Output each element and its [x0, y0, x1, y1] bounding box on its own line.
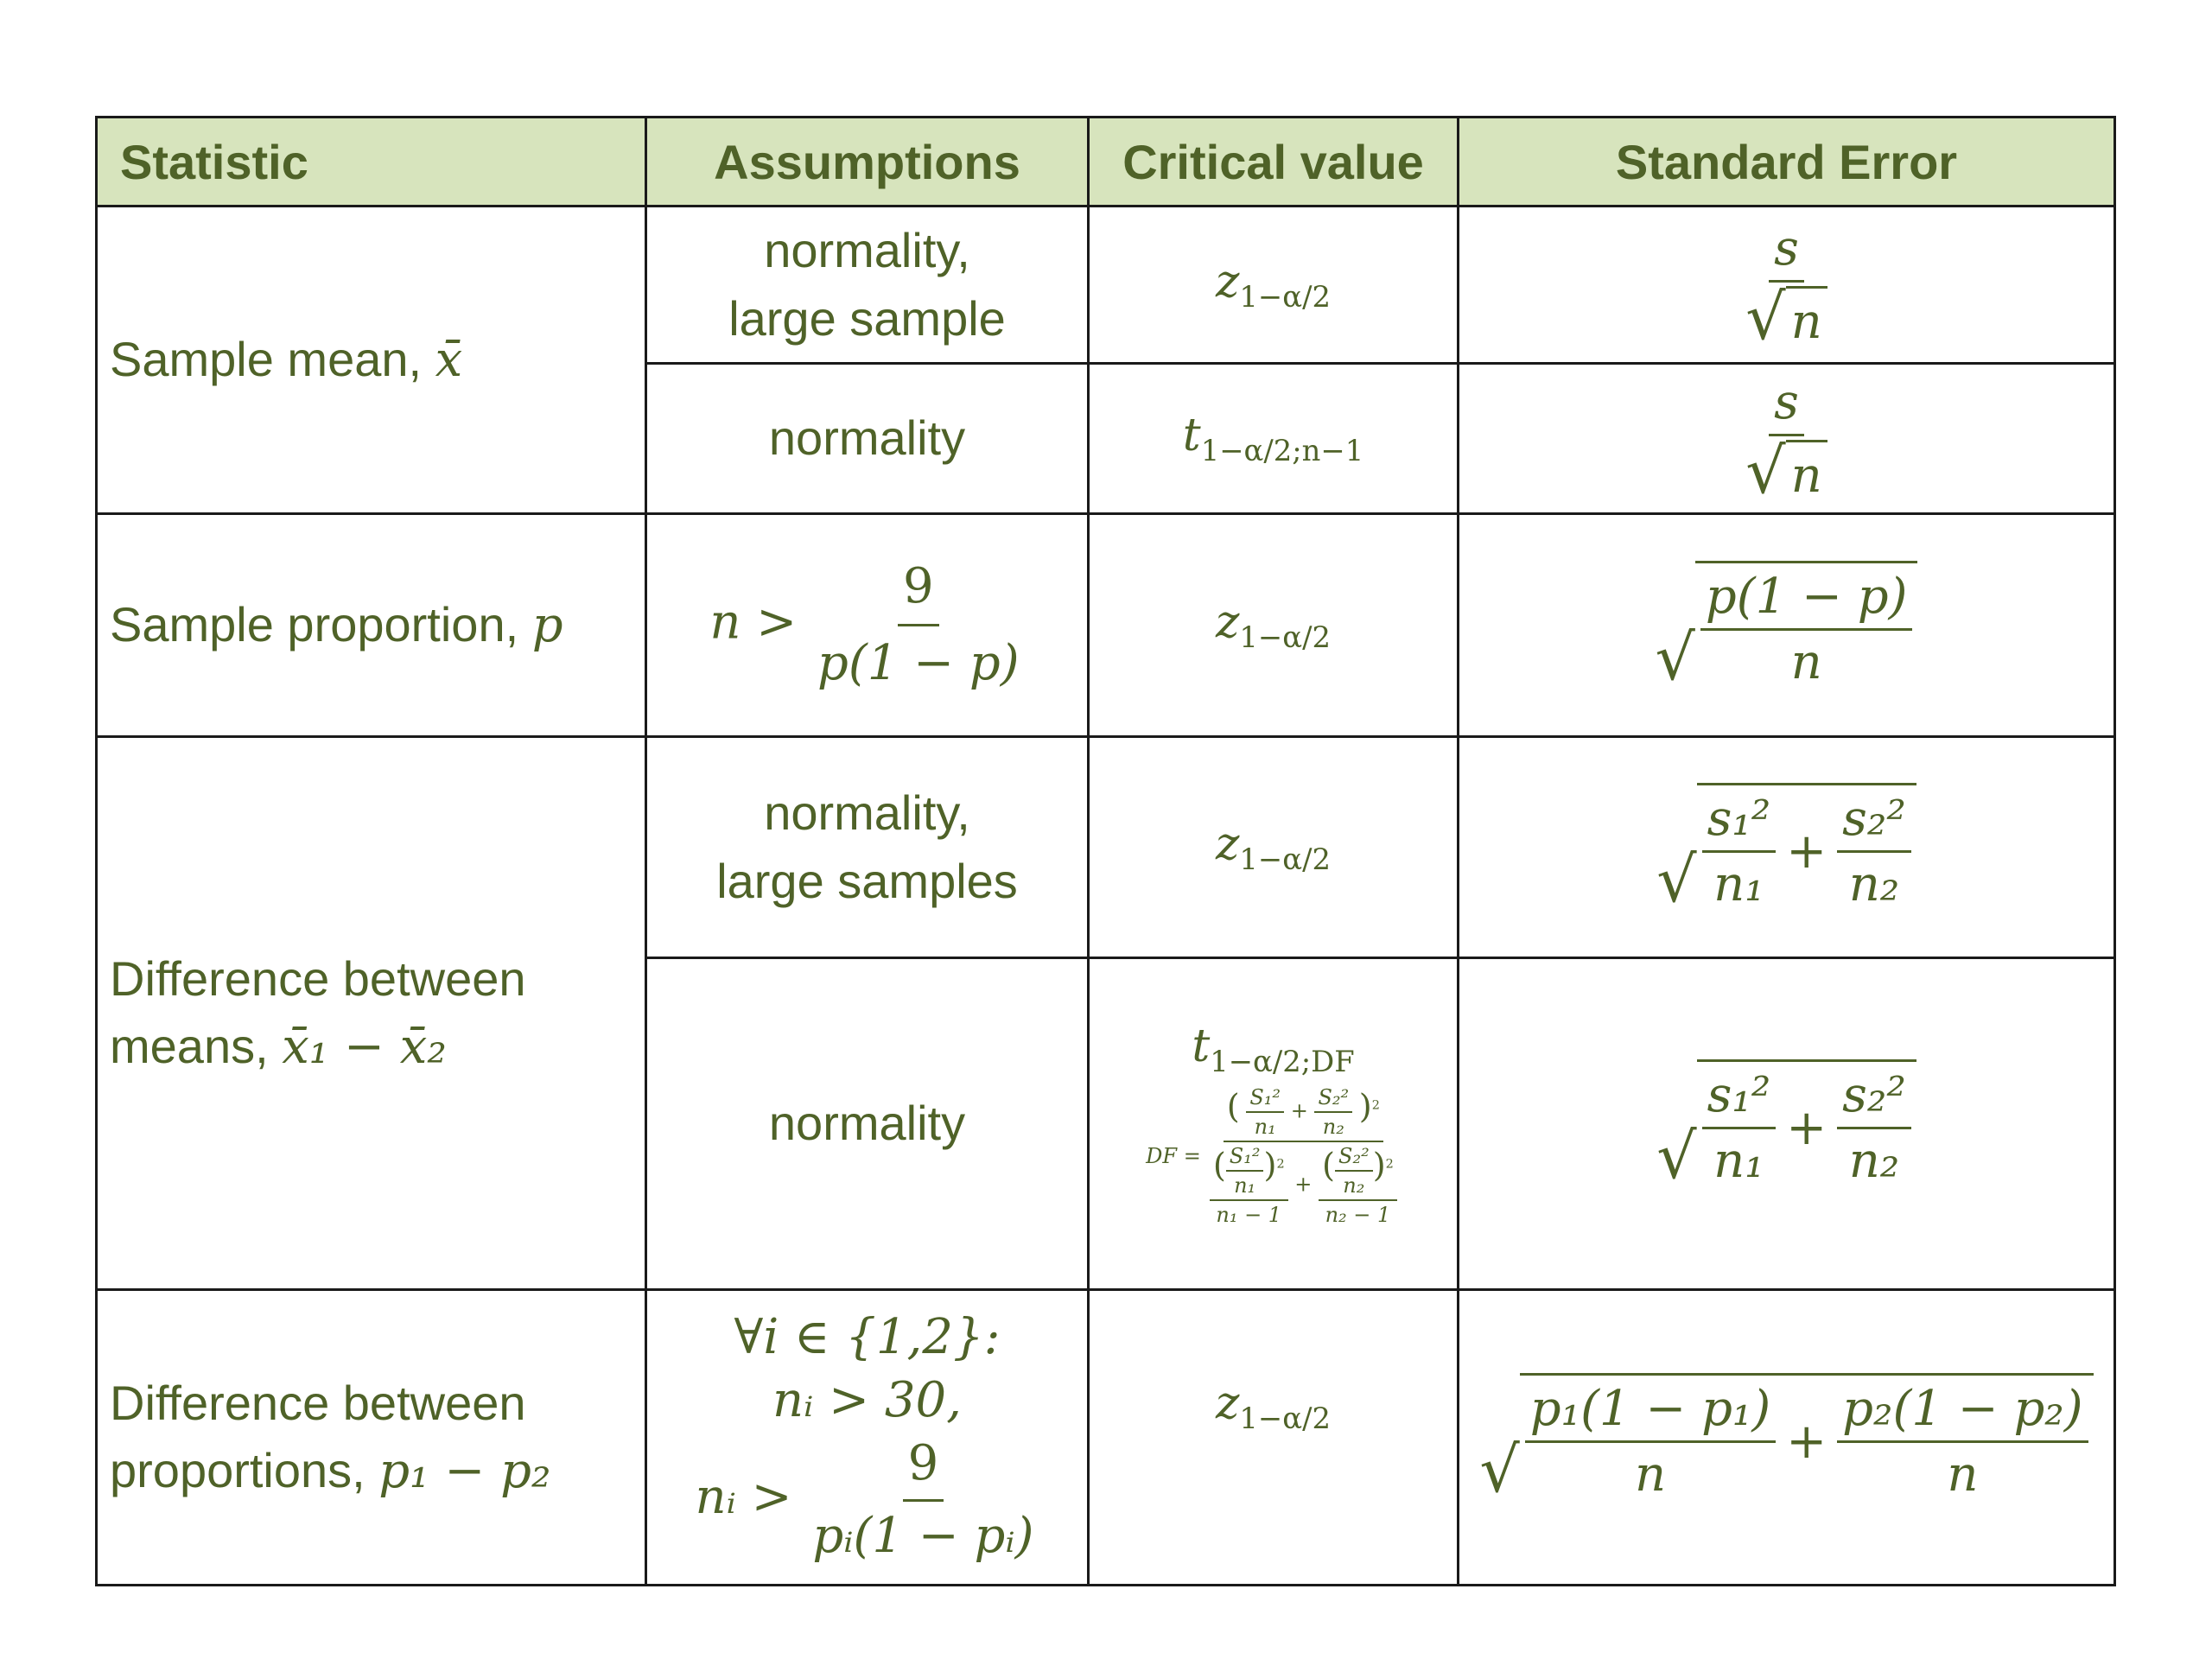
crit-symbol: z — [1216, 256, 1240, 308]
stat-symbol: p₁ − p₂ — [378, 1443, 551, 1499]
df-num-n1: n₁ — [1254, 1114, 1276, 1139]
assumption-cell: normality — [646, 364, 1089, 514]
critical-value-cell — [1089, 514, 1459, 737]
se-term2-numerator: p₂(1 − p₂) — [1837, 1381, 2088, 1443]
stat-label: Sample proportion, — [110, 596, 532, 652]
crit-symbol: z — [1216, 596, 1240, 649]
stat-label: proportions, — [110, 1443, 379, 1497]
assumption-numerator: 9 — [898, 553, 939, 626]
se-term1-numerator: s₁² — [1702, 791, 1777, 853]
assumption-line: large samples — [716, 853, 1018, 908]
se-term2-denominator: n — [1947, 1446, 1979, 1503]
df-num-b: S₂² — [1314, 1085, 1352, 1113]
stat-difference-proportions — [97, 1290, 646, 1586]
header-assumptions: Assumptions — [646, 118, 1089, 207]
assumption-line: ∀i ∈ {1,2}: — [734, 1309, 1001, 1366]
assumption-denominator: pᵢ(1 − pᵢ) — [812, 1507, 1034, 1564]
se-term1-numerator: p₁(1 − p₁) — [1525, 1381, 1776, 1443]
stat-label: Difference between — [110, 1375, 526, 1430]
assumption-lhs: n > — [709, 594, 798, 650]
df-den-a: S₁² — [1226, 1144, 1264, 1172]
se-fraction — [1740, 373, 1832, 508]
crit-subscript: 1−α/2;DF — [1210, 1044, 1355, 1078]
assumption-cell — [646, 514, 1089, 737]
assumption-fraction — [807, 1433, 1039, 1568]
critical-value-cell — [1089, 364, 1459, 514]
assumption-fraction — [812, 553, 1025, 698]
standard-error-cell — [1459, 737, 2115, 958]
se-denominator: n — [1786, 286, 1827, 350]
stat-sample-mean — [97, 207, 646, 514]
stat-difference-means — [97, 737, 646, 1290]
se-denominator: n — [1786, 440, 1827, 504]
se-numerator: s — [1769, 374, 1804, 436]
crit-subscript: 1−α/2 — [1239, 279, 1331, 314]
se-term2-denominator: n₂ — [1848, 1132, 1900, 1189]
stat-label: Difference between — [110, 950, 526, 1006]
standard-error-cell — [1459, 207, 2115, 364]
crit-symbol: z — [1216, 1377, 1240, 1429]
df-square: 2 — [1371, 1098, 1380, 1113]
header-critical-value: Critical value — [1089, 118, 1459, 207]
se-term1-denominator: n — [1634, 1446, 1667, 1503]
sqrt-icon: √ — [1745, 434, 1786, 508]
header-standard-error: Standard Error — [1459, 118, 2115, 207]
assumption-line: large sample — [728, 290, 1006, 346]
assumption-line: nᵢ > 30, — [772, 1372, 962, 1429]
assumption-line: normality, — [764, 785, 970, 841]
df-formula: DF = ( $\frac{\text{S₁²}}{\text{n₁}}$ + $\frac{\text{S₂²}}{\text{n₂}}$ )$^2$ ( $\frac{\text{S₁²}}{\text{n₁}}$ )$^2$ n₁ − 1 + ( $\frac{\text{S₂²}}{\text{n₂}}$ )$^2$ n₂ − 1 — [1146, 1085, 1401, 1227]
assumption-lhs: nᵢ > — [695, 1468, 792, 1525]
assumption-numerator: 9 — [903, 1433, 944, 1502]
assumption-cell — [646, 207, 1089, 364]
table-row — [97, 737, 2115, 958]
se-term2-denominator: n₂ — [1848, 855, 1900, 912]
sqrt-icon: √ — [1479, 1433, 1520, 1507]
crit-symbol: z — [1216, 818, 1240, 871]
df-den-n1-minus-1: n₁ − 1 — [1216, 1202, 1282, 1227]
df-den-n1: n₁ — [1234, 1173, 1256, 1198]
stat-symbol: p — [531, 596, 563, 653]
df-den-n2-minus-1: n₂ − 1 — [1325, 1202, 1391, 1227]
standard-error-cell — [1459, 364, 2115, 514]
header-statistic: Statistic — [97, 118, 646, 207]
df-den-b: S₂² — [1335, 1144, 1373, 1172]
stat-label: Sample mean, — [110, 331, 435, 386]
crit-subscript: 1−α/2;n−1 — [1200, 433, 1364, 467]
critical-value-cell — [1089, 1290, 1459, 1586]
se-denominator: n — [1790, 633, 1822, 690]
se-root — [1656, 783, 1916, 917]
critical-value-cell — [1089, 737, 1459, 958]
standard-error-cell — [1459, 514, 2115, 737]
assumption-cell: normality — [646, 958, 1089, 1290]
crit-subscript: 1−α/2 — [1239, 842, 1331, 876]
plus-sign: + — [1786, 823, 1827, 880]
se-root — [1656, 1059, 1916, 1193]
stat-symbol: x̄ — [435, 331, 463, 388]
crit-subscript: 1−α/2 — [1239, 1401, 1331, 1435]
se-root — [1479, 1373, 2093, 1507]
se-term1-denominator: n₁ — [1713, 1132, 1764, 1189]
assumption-line: normality, — [764, 223, 970, 278]
table-row — [97, 207, 2115, 364]
se-root — [1655, 561, 1918, 695]
df-den-n2: n₂ — [1343, 1173, 1365, 1198]
sqrt-icon: √ — [1656, 1119, 1697, 1193]
stat-label: means, — [110, 1019, 283, 1073]
df-label: DF = — [1146, 1143, 1201, 1168]
assumption-cell — [646, 737, 1089, 958]
crit-subscript: 1−α/2 — [1239, 620, 1331, 654]
statistics-table — [95, 116, 2116, 1586]
plus-sign: + — [1786, 1099, 1827, 1156]
assumption-cell — [646, 1290, 1089, 1586]
standard-error-cell — [1459, 958, 2115, 1290]
df-square: 2 — [1385, 1157, 1394, 1172]
df-num-n2: n₂ — [1322, 1114, 1344, 1139]
se-term1-denominator: n₁ — [1713, 855, 1764, 912]
assumption-denominator: p(1 − p) — [817, 635, 1020, 691]
table-row — [97, 514, 2115, 737]
stat-symbol: x̄₁ − x̄₂ — [282, 1019, 447, 1075]
se-numerator: s — [1769, 220, 1804, 283]
critical-value-cell — [1089, 958, 1459, 1290]
stat-sample-proportion — [97, 514, 646, 737]
df-square: 2 — [1276, 1157, 1285, 1172]
sqrt-icon: √ — [1655, 620, 1695, 695]
se-numerator: p(1 − p) — [1700, 569, 1913, 631]
sqrt-icon: √ — [1656, 842, 1697, 917]
crit-symbol: t — [1182, 410, 1201, 462]
crit-symbol: t — [1192, 1020, 1211, 1073]
sqrt-icon: √ — [1745, 280, 1786, 354]
se-term2-numerator: s₂² — [1837, 1067, 1911, 1129]
se-term1-numerator: s₁² — [1702, 1067, 1777, 1129]
header-row — [97, 118, 2115, 207]
plus-sign: + — [1786, 1413, 1827, 1470]
critical-value-cell — [1089, 207, 1459, 364]
df-num-a: S₁² — [1246, 1085, 1284, 1113]
table-row — [97, 1290, 2115, 1586]
standard-error-cell — [1459, 1290, 2115, 1586]
se-term2-numerator: s₂² — [1837, 791, 1911, 853]
se-fraction — [1740, 219, 1832, 354]
